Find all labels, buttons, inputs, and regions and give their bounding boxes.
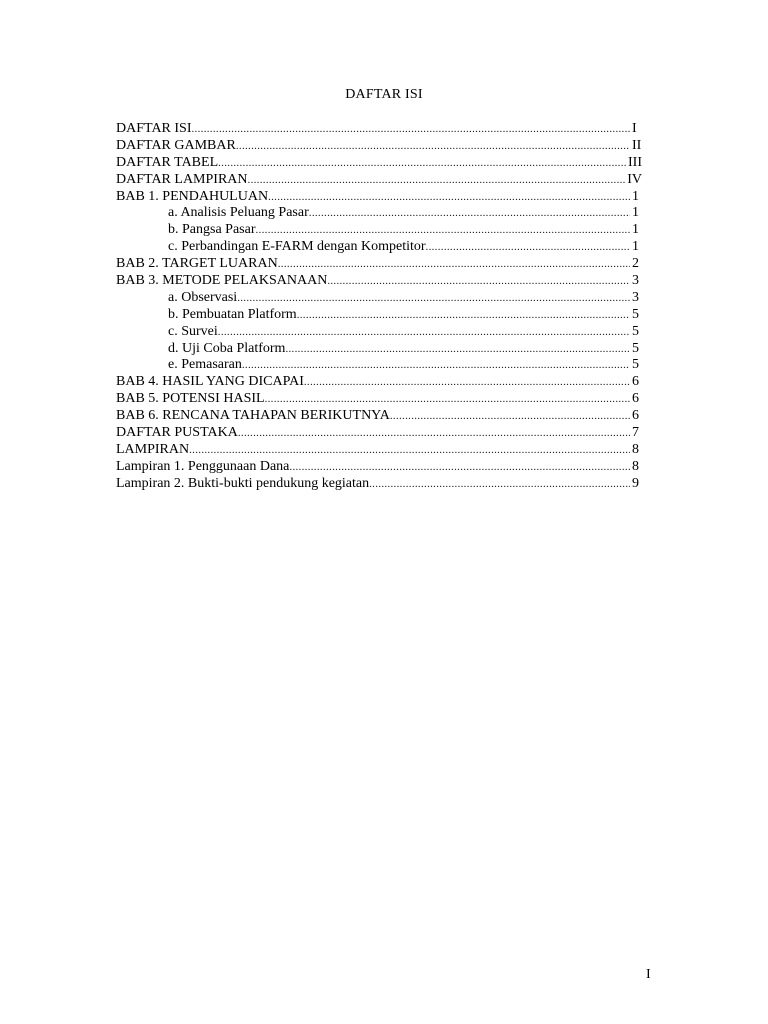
toc-entry-page: 1	[632, 239, 639, 255]
dot-leader	[256, 222, 631, 239]
toc-entry[interactable]	[116, 273, 642, 290]
toc-entry-label: c. Survei	[168, 323, 218, 339]
toc-entry-label: a. Analisis Peluang Pasar	[168, 205, 309, 221]
toc-entry-label: BAB 1. PENDAHULUAN	[116, 188, 269, 204]
dot-leader	[189, 442, 630, 459]
toc-entry-page: 1	[632, 205, 639, 221]
dot-leader	[265, 391, 630, 408]
toc-entry[interactable]	[116, 391, 642, 408]
dot-leader	[369, 476, 630, 493]
toc-entry-label: BAB 5. POTENSI HASIL	[116, 391, 265, 407]
toc-entry[interactable]	[116, 138, 642, 155]
toc-entry-label: a. Observasi	[168, 289, 238, 305]
toc-entry-page: 2	[632, 256, 639, 272]
dot-leader	[285, 341, 630, 358]
toc-entry[interactable]	[116, 425, 642, 442]
dot-leader	[236, 138, 630, 155]
toc-entry-label: LAMPIRAN	[116, 441, 190, 457]
toc-entry-label: DAFTAR TABEL	[116, 154, 219, 170]
toc-entry[interactable]	[116, 408, 642, 425]
toc-entry[interactable]	[116, 476, 642, 493]
toc-subentry[interactable]	[116, 307, 642, 324]
page-number: I	[646, 967, 651, 982]
toc-entry-page: 1	[632, 188, 639, 204]
toc-subentry[interactable]	[116, 222, 642, 239]
toc-entry-label: Lampiran 1. Penggunaan Dana	[116, 458, 290, 474]
toc-subentry[interactable]	[116, 205, 642, 222]
toc-entry-label: BAB 3. METODE PELAKSANAAN	[116, 273, 328, 289]
dot-leader	[248, 172, 626, 189]
toc-entry-page: III	[628, 154, 642, 170]
dot-leader	[268, 189, 630, 206]
toc-entry-label: e. Pemasaran	[168, 357, 242, 373]
dot-leader	[309, 205, 630, 222]
toc-entry-page: 9	[632, 475, 639, 491]
toc-entry-label: BAB 4. HASIL YANG DICAPAI	[116, 374, 304, 390]
toc-entry-page: 6	[632, 391, 639, 407]
dot-leader	[238, 425, 630, 442]
dot-leader	[278, 256, 630, 273]
dot-leader	[242, 357, 630, 374]
toc-entry-label: BAB 2. TARGET LUARAN	[116, 256, 278, 272]
toc-entry[interactable]	[116, 155, 642, 172]
toc-entry-page: 7	[632, 425, 639, 441]
toc-entry-page: 5	[632, 323, 639, 339]
toc-subentry[interactable]	[116, 290, 642, 307]
toc-entry-label: Lampiran 2. Bukti-bukti pendukung kegiatan	[116, 475, 370, 491]
toc-entry-label: d. Uji Coba Platform	[168, 340, 286, 356]
toc-entry-page: I	[632, 121, 637, 136]
dot-leader	[192, 121, 631, 138]
toc-entry-label: DAFTAR LAMPIRAN	[116, 171, 248, 187]
dot-leader	[304, 374, 630, 391]
toc-entry[interactable]	[116, 121, 642, 138]
dot-leader	[327, 273, 630, 290]
toc-entry-page: 5	[632, 357, 639, 373]
dot-leader	[390, 408, 630, 425]
toc-entry-label: DAFTAR GAMBAR	[116, 137, 236, 153]
dot-leader	[426, 239, 630, 256]
dot-leader	[218, 324, 630, 341]
toc-entry[interactable]	[116, 189, 642, 206]
dot-leader	[237, 290, 630, 307]
toc-entry-label: DAFTAR ISI	[116, 121, 192, 136]
toc-subentry[interactable]	[116, 324, 642, 341]
toc-entry-page: 5	[632, 306, 639, 322]
toc-entry-page: 6	[632, 374, 639, 390]
toc-entry-page: 6	[632, 408, 639, 424]
toc-entry-page: 8	[632, 441, 639, 457]
table-of-contents	[116, 121, 642, 493]
toc-entry-page: IV	[627, 171, 642, 187]
toc-entry-page: 3	[632, 273, 639, 289]
toc-subentry[interactable]	[116, 341, 642, 358]
toc-entry-page: 8	[632, 458, 639, 474]
toc-subentry[interactable]	[116, 357, 642, 374]
toc-entry[interactable]	[116, 442, 642, 459]
toc-entry[interactable]	[116, 256, 642, 273]
page-title: DAFTAR ISI	[345, 87, 423, 102]
dot-leader	[289, 459, 630, 476]
toc-entry-page: 1	[632, 222, 639, 238]
dot-leader	[297, 307, 630, 324]
toc-subentry[interactable]	[116, 239, 642, 256]
toc-entry[interactable]	[116, 374, 642, 391]
dot-leader	[218, 155, 626, 172]
toc-entry-label: c. Perbandingan E-FARM dengan Kompetitor	[168, 239, 426, 255]
toc-entry-label: b. Pangsa Pasar	[168, 222, 256, 238]
toc-entry[interactable]	[116, 459, 642, 476]
toc-entry-page: 3	[632, 289, 639, 305]
toc-entry[interactable]	[116, 172, 642, 189]
toc-entry-label: b. Pembuatan Platform	[168, 306, 297, 322]
toc-entry-label: DAFTAR PUSTAKA	[116, 425, 238, 441]
toc-entry-page: II	[632, 137, 642, 153]
toc-entry-label: BAB 6. RENCANA TAHAPAN BERIKUTNYA	[116, 408, 390, 424]
toc-entry-page: 5	[632, 340, 639, 356]
